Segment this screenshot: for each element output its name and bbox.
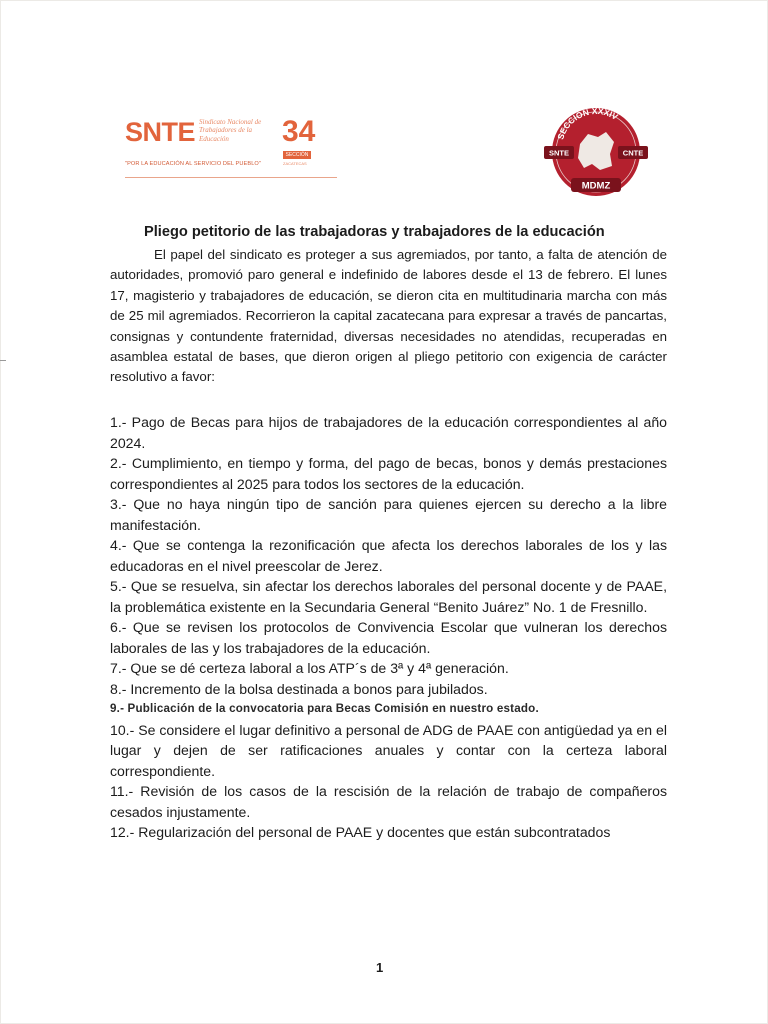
snte-slogan: "POR LA EDUCACIÓN AL SERVICIO DEL PUEBLO": [125, 161, 261, 167]
list-item: 6.- Que se revisen los protocolos de Convivencia Escolar que vulneran los derechos laborales de las y los trabajadores de la educación.: [110, 619, 667, 656]
demands-list: [110, 412, 667, 843]
seal-arc-text: SECCIÓN XXXIV: [555, 105, 620, 141]
list-item: 2.- Cumplimiento, en tiempo y forma, del pago de becas, bonos y demás prestaciones correspondientes al 2025 para todos los sectores de la educación.: [110, 455, 667, 492]
snte-logo-subtitle: Sindicato Nacional de Trabajadores de la Educación: [199, 118, 262, 143]
snte-logo-rule: [125, 177, 337, 178]
snte-section-state: ZACATECAS: [283, 161, 307, 166]
seal-left-badge: SNTE: [548, 148, 570, 158]
margin-mark: [0, 360, 6, 361]
list-item: 3.- Que no haya ningún tipo de sanción para quienes ejercen su derecho a la libre manifestación.: [110, 496, 667, 533]
seal-bottom-text: MDMZ: [581, 180, 611, 192]
snte-logo-word: SNTE: [125, 117, 196, 147]
list-item: 10.- Se considere el lugar definitivo a personal de ADG de PAAE con antigüedad ya en el lugar y dejen de ser ratificaciones anuales y contar con la certeza laboral correspondiente.: [110, 721, 667, 779]
intro-text: El papel del sindicato es proteger a sus agremiados, por tanto, a falta de atención de autoridades, promovió paro general e indefinido de labores desde el 13 de febrero. El lunes 17, magisterio y trabajadores de educación, se dieron cita en multitudinaria marcha con más de 25 mil agremiados. Recorrieron la capital zacatecana para expresar a través de pancartas, consignas y contundente fraternidad, diversas necesidades no atendidas, recuperadas en asamblea estatal de bases, que dieron origen al pliego petitorio con exigencia de carácter resolutivo a favor:: [110, 247, 667, 385]
list-item: 12.- Regularización del personal de PAAE y docentes que están subcontratados: [110, 824, 611, 840]
list-item: 1.- Pago de Becas para hijos de trabajadores de la educación correspondientes al año 2024.: [110, 414, 667, 451]
snte-section-number: 34: [282, 115, 316, 148]
page-number: 1: [376, 960, 384, 975]
intro-paragraph: [110, 245, 667, 388]
list-item: 4.- Que se contenga la rezonificación que afecta los derechos laborales de los y las educadoras en el nivel preescolar de Jerez.: [110, 537, 667, 574]
seal-right-badge: CNTE: [622, 148, 644, 158]
document-title: Pliego petitorio de las trabajadoras y trabajadores de la educación: [144, 224, 605, 240]
list-item: 9.- Publicación de la convocatoria para Becas Comisión en nuestro estado.: [110, 702, 539, 715]
list-item: 11.- Revisión de los casos de la rescisión de la relación de trabajo de compañeros cesados injustamente.: [110, 783, 667, 820]
snte-logo: [125, 115, 337, 181]
list-item: 7.- Que se dé certeza laboral a los ATP´s de 3ª y 4ª generación.: [110, 660, 509, 676]
section-seal-logo: [540, 104, 652, 198]
snte-section-label: SECCIÓN: [283, 151, 311, 159]
list-item: 8.- Incremento de la bolsa destinada a bonos para jubilados.: [110, 680, 488, 697]
list-item: 5.- Que se resuelva, sin afectar los derechos laborales del personal docente y de PAAE, la problemática existente en la Secundaria General “Benito Juárez” No. 1 de Fresnillo.: [110, 578, 667, 615]
